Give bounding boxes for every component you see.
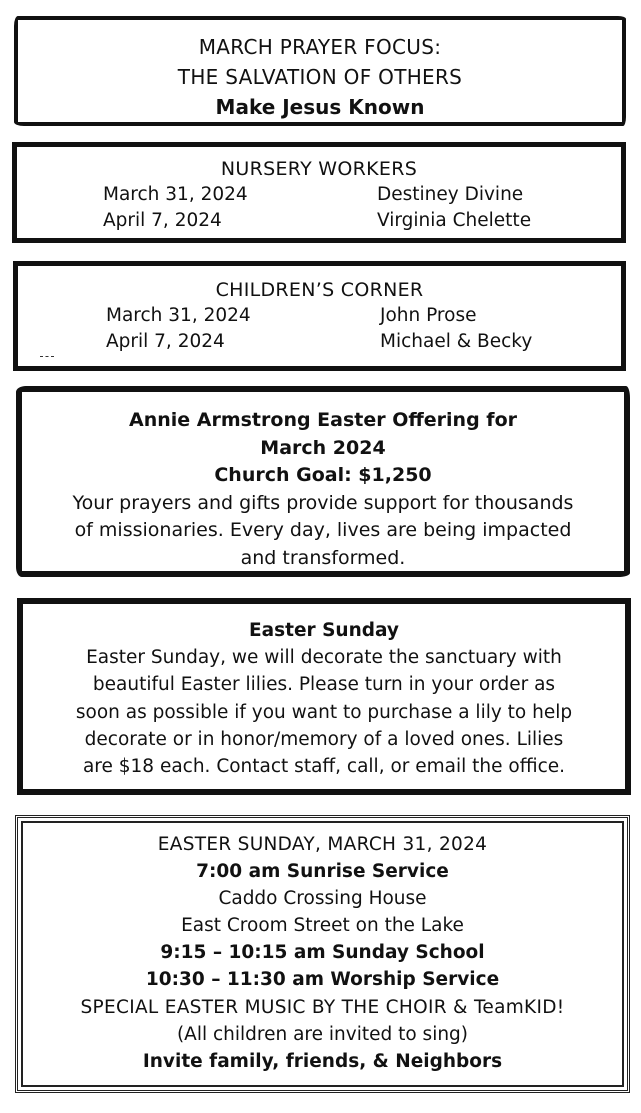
nursery-date: March 31, 2024 bbox=[103, 184, 248, 205]
prayer-focus-box bbox=[14, 16, 626, 126]
nursery-workers-title: NURSERY WORKERS bbox=[220, 158, 418, 180]
nursery-row bbox=[17, 182, 621, 208]
childrens-corner-date: April 7, 2024 bbox=[106, 331, 225, 352]
children-invite-note: (All children are invited to sing) bbox=[176, 1023, 469, 1045]
childrens-corner-title: CHILDREN’S CORNER bbox=[215, 279, 424, 301]
childrens-corner-row bbox=[18, 303, 621, 329]
invite-line: Invite family, friends, & Neighbors bbox=[142, 1050, 503, 1072]
childrens-corner-row bbox=[18, 329, 621, 355]
offering-title: Annie Armstrong Easter Offering for bbox=[128, 409, 517, 431]
sunrise-location: Caddo Crossing House bbox=[218, 888, 427, 910]
childrens-corner-leader: John Prose bbox=[380, 305, 477, 326]
easter-schedule-box bbox=[15, 815, 630, 1093]
sunday-school-time: 9:15 – 10:15 am Sunday School bbox=[160, 942, 485, 964]
stray-mark bbox=[40, 356, 54, 357]
nursery-worker: Virginia Chelette bbox=[377, 210, 532, 231]
prayer-focus-motto: Make Jesus Known bbox=[215, 95, 425, 119]
offering-text: Your prayers and gifts provide support for thousands bbox=[72, 491, 574, 514]
easter-lilies-text: soon as possible if you want to purchase a lily to help bbox=[75, 701, 573, 723]
offering-text: and transformed. bbox=[240, 546, 406, 569]
offering-box bbox=[16, 386, 630, 577]
easter-lilies-title: Easter Sunday bbox=[249, 620, 399, 641]
easter-lilies-text: Easter Sunday, we will decorate the sanctuary with bbox=[86, 647, 562, 669]
prayer-focus-heading: MARCH PRAYER FOCUS: bbox=[198, 35, 442, 59]
nursery-date: April 7, 2024 bbox=[103, 210, 222, 231]
childrens-corner-leader: Michael & Becky bbox=[380, 331, 533, 352]
easter-lilies-text: decorate or in honor/memory of a loved ones. Lilies bbox=[84, 728, 564, 750]
prayer-focus-subject: THE SALVATION OF OTHERS bbox=[177, 65, 463, 89]
special-music-note: SPECIAL EASTER MUSIC BY THE CHOIR & TeamKID! bbox=[80, 996, 565, 1018]
offering-goal: Church Goal: $1,250 bbox=[214, 464, 432, 486]
easter-lilies-text: beautiful Easter lilies. Please turn in your order as bbox=[92, 674, 556, 696]
easter-schedule-heading: EASTER SUNDAY, MARCH 31, 2024 bbox=[157, 834, 488, 855]
nursery-row bbox=[17, 208, 621, 234]
sunrise-service: 7:00 am Sunrise Service bbox=[196, 861, 449, 883]
nursery-workers-box bbox=[12, 142, 626, 243]
childrens-corner-date: March 31, 2024 bbox=[106, 305, 251, 326]
sunrise-address: East Croom Street on the Lake bbox=[181, 915, 464, 937]
nursery-worker: Destiney Divine bbox=[377, 184, 524, 205]
offering-month: March 2024 bbox=[260, 436, 386, 459]
worship-service-time: 10:30 – 11:30 am Worship Service bbox=[145, 969, 500, 991]
childrens-corner-box bbox=[13, 261, 626, 371]
easter-lilies-box bbox=[17, 598, 631, 795]
easter-lilies-text: are $18 each. Contact staff, call, or email the office. bbox=[82, 756, 566, 778]
offering-text: of missionaries. Every day, lives are being impacted bbox=[74, 519, 572, 541]
